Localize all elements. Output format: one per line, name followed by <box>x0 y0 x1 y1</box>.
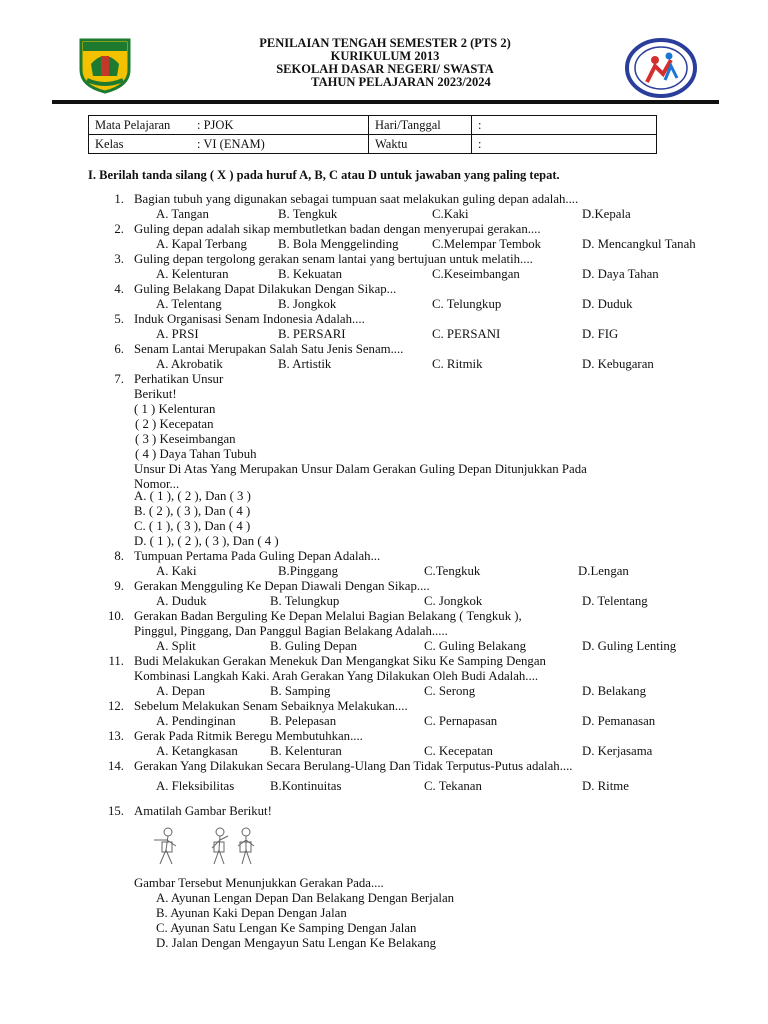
question-number: 3. <box>114 252 124 266</box>
kelas-cell <box>89 135 369 154</box>
answer-option: B. Telungkup <box>270 594 340 608</box>
header-year: TAHUN PELAJARAN 2023/2024 <box>311 75 491 89</box>
mapel-label: Mata Pelajaran <box>95 117 171 132</box>
answer-option: A. Split <box>156 639 196 653</box>
answer-option: D. Ritme <box>582 779 629 793</box>
answer-option: B. Kekuatan <box>278 267 342 281</box>
answer-option: A. Ayunan Lengan Depan Dan Belakang Dengan Berjalan <box>156 891 455 905</box>
header-curriculum: KURIKULUM 2013 <box>330 49 440 63</box>
question-text: Guling depan tergolong gerakan senam lantai yang bertujuan untuk melatih.... <box>134 252 533 266</box>
answer-option: A. Kelenturan <box>156 267 229 281</box>
question-number: 7. <box>114 372 124 386</box>
walking-figures-illustration <box>150 826 270 866</box>
question-text: Unsur Di Atas Yang Merupakan Unsur Dalam Gerakan Guling Depan Ditunjukkan Pada <box>134 462 587 476</box>
answer-option: A. Kaki <box>156 564 197 578</box>
answer-option: D. Daya Tahan <box>582 267 659 281</box>
kelas-value: : VI (ENAM) <box>197 136 265 151</box>
answer-option: C.Keseimbangan <box>432 267 520 281</box>
question-number: 8. <box>114 549 124 563</box>
answer-option: B. Tengkuk <box>278 207 338 221</box>
answer-option: B. Ayunan Kaki Depan Dengan Jalan <box>156 906 347 920</box>
answer-option: B. PERSARI <box>278 327 346 341</box>
question-text: Budi Melakukan Gerakan Menekuk Dan Mengangkat Siku Ke Samping Dengan <box>134 654 546 668</box>
answer-option: D. Telentang <box>582 594 648 608</box>
document-header <box>200 37 570 89</box>
answer-option: D. Mencangkul Tanah <box>582 237 696 251</box>
hari-label: Hari/Tanggal <box>369 116 472 135</box>
answer-option: C. Pernapasan <box>424 714 498 728</box>
info-table <box>88 115 657 154</box>
answer-option: B.Pinggang <box>278 564 339 578</box>
answer-option: C. Jongkok <box>424 594 483 608</box>
question-text: ( 2 ) Kecepatan <box>135 417 214 431</box>
question-text: Induk Organisasi Senam Indonesia Adalah.... <box>134 312 365 326</box>
question-text: Berikut! <box>134 387 177 401</box>
question-number: 10. <box>108 609 124 623</box>
hari-value: : <box>472 116 657 135</box>
answer-option: D.Lengan <box>578 564 629 578</box>
question-text: Gerakan Yang Dilakukan Secara Berulang-Ulang Dan Tidak Terputus-Putus adalah.... <box>134 759 573 773</box>
question-number: 12. <box>108 699 124 713</box>
header-title: PENILAIAN TENGAH SEMESTER 2 (PTS 2) <box>259 36 511 50</box>
header-divider <box>52 100 719 104</box>
question-number: 4. <box>114 282 124 296</box>
answer-option: D. Jalan Dengan Mengayun Satu Lengan Ke Belakang <box>156 936 437 950</box>
question-text: Gerakan Mengguling Ke Depan Diawali Dengan Sikap.... <box>134 579 430 593</box>
answer-option: A. Depan <box>156 684 206 698</box>
question-text: Senam Lantai Merupakan Salah Satu Jenis Senam.... <box>134 342 404 356</box>
banjarmasin-logo <box>77 36 133 94</box>
answer-option: D. Kerjasama <box>582 744 653 758</box>
answer-option: A. ( 1 ), ( 2 ), Dan ( 3 ) <box>134 489 251 503</box>
question-number: 14. <box>108 759 124 773</box>
question-text: Kombinasi Langkah Kaki. Arah Gerakan Yang Dilakukan Oleh Budi Adalah.... <box>134 669 539 683</box>
answer-option: B. Samping <box>270 684 331 698</box>
kelas-label: Kelas <box>95 136 124 151</box>
question-text: Guling Belakang Dapat Dilakukan Dengan Sikap... <box>134 282 397 296</box>
answer-option: D. Kebugaran <box>582 357 654 371</box>
answer-option: C. ( 1 ), ( 3 ), Dan ( 4 ) <box>134 519 251 533</box>
answer-option: B.Kontinuitas <box>270 779 342 793</box>
header-school: SEKOLAH DASAR NEGERI/ SWASTA <box>276 62 494 76</box>
answer-option: C. Ayunan Satu Lengan Ke Samping Dengan Jalan <box>156 921 417 935</box>
question-text: ( 3 ) Keseimbangan <box>135 432 236 446</box>
answer-option: B. Artistik <box>278 357 332 371</box>
answer-option: B. Guling Depan <box>270 639 358 653</box>
answer-option: D. Duduk <box>582 297 633 311</box>
answer-option: B. Bola Menggelinding <box>278 237 399 251</box>
answer-option: C. PERSANI <box>432 327 501 341</box>
question-text: Sebelum Melakukan Senam Sebaiknya Melakukan.... <box>134 699 408 713</box>
answer-option: B. Pelepasan <box>270 714 337 728</box>
question-text: Amatilah Gambar Berikut! <box>134 804 272 818</box>
question-text: Bagian tubuh yang digunakan sebagai tumpuan saat melakukan guling depan adalah.... <box>134 192 579 206</box>
answer-option: A. Pendinginan <box>156 714 236 728</box>
answer-option: A. Ketangkasan <box>156 744 238 758</box>
answer-option: B. Jongkok <box>278 297 337 311</box>
answer-option: C.Kaki <box>432 207 469 221</box>
question-number: 2. <box>114 222 124 236</box>
question-text: Gerakan Badan Berguling Ke Depan Melalui Bagian Belakang ( Tengkuk ), <box>134 609 522 623</box>
question-number: 13. <box>108 729 124 743</box>
answer-option: D. Pemanasan <box>582 714 656 728</box>
question-number: 15. <box>108 804 124 818</box>
answer-option: A. Telentang <box>156 297 222 311</box>
answer-option: A. PRSI <box>156 327 199 341</box>
question-text: Pinggul, Pinggang, Dan Panggul Bagian Belakang Adalah..... <box>134 624 448 638</box>
mapel-cell <box>89 116 369 135</box>
answer-option: A. Fleksibilitas <box>156 779 235 793</box>
question-number: 9. <box>114 579 124 593</box>
question-text: Gambar Tersebut Menunjukkan Gerakan Pada.... <box>134 876 384 890</box>
question-number: 5. <box>114 312 124 326</box>
answer-option: D. FIG <box>582 327 619 341</box>
question-text: Nomor... <box>134 477 180 491</box>
answer-option: C. Tekanan <box>424 779 482 793</box>
question-text: Gerak Pada Ritmik Beregu Membutuhkan.... <box>134 729 363 743</box>
answer-option: D. Belakang <box>582 684 646 698</box>
answer-option: C. Telungkup <box>432 297 502 311</box>
sd-logo <box>625 38 697 98</box>
question-number: 6. <box>114 342 124 356</box>
question-text: Guling depan adalah sikap membutletkan badan dengan menyerupai gerakan.... <box>134 222 541 236</box>
answer-option: C. Ritmik <box>432 357 483 371</box>
answer-option: C.Tengkuk <box>424 564 481 578</box>
question-text: ( 4 ) Daya Tahan Tubuh <box>135 447 257 461</box>
answer-option: A. Kapal Terbang <box>156 237 247 251</box>
question-number: 1. <box>114 192 124 206</box>
answer-option: D.Kepala <box>582 207 631 221</box>
waktu-label: Waktu <box>369 135 472 154</box>
answer-option: C. Serong <box>424 684 476 698</box>
question-text: ( 1 ) Kelenturan <box>134 402 216 416</box>
answer-option: C. Guling Belakang <box>424 639 527 653</box>
answer-option: A. Duduk <box>156 594 207 608</box>
question-number: 11. <box>108 654 124 668</box>
mapel-value: : PJOK <box>197 117 234 132</box>
answer-option: C.Melempar Tembok <box>432 237 542 251</box>
answer-option: B. ( 2 ), ( 3 ), Dan ( 4 ) <box>134 504 251 518</box>
answer-option: A. Akrobatik <box>156 357 223 371</box>
answer-option: A. Tangan <box>156 207 209 221</box>
answer-option: D. ( 1 ), ( 2 ), ( 3 ), Dan ( 4 ) <box>134 534 279 548</box>
question-text: Tumpuan Pertama Pada Guling Depan Adalah... <box>134 549 381 563</box>
question-text: Perhatikan Unsur <box>134 372 224 386</box>
instruction-text: I. Berilah tanda silang ( X ) pada huruf A, B, C atau D untuk jawaban yang paling tepat. <box>88 168 560 182</box>
waktu-value: : <box>472 135 657 154</box>
answer-option: C. Kecepatan <box>424 744 493 758</box>
answer-option: D. Guling Lenting <box>582 639 677 653</box>
answer-option: B. Kelenturan <box>270 744 342 758</box>
